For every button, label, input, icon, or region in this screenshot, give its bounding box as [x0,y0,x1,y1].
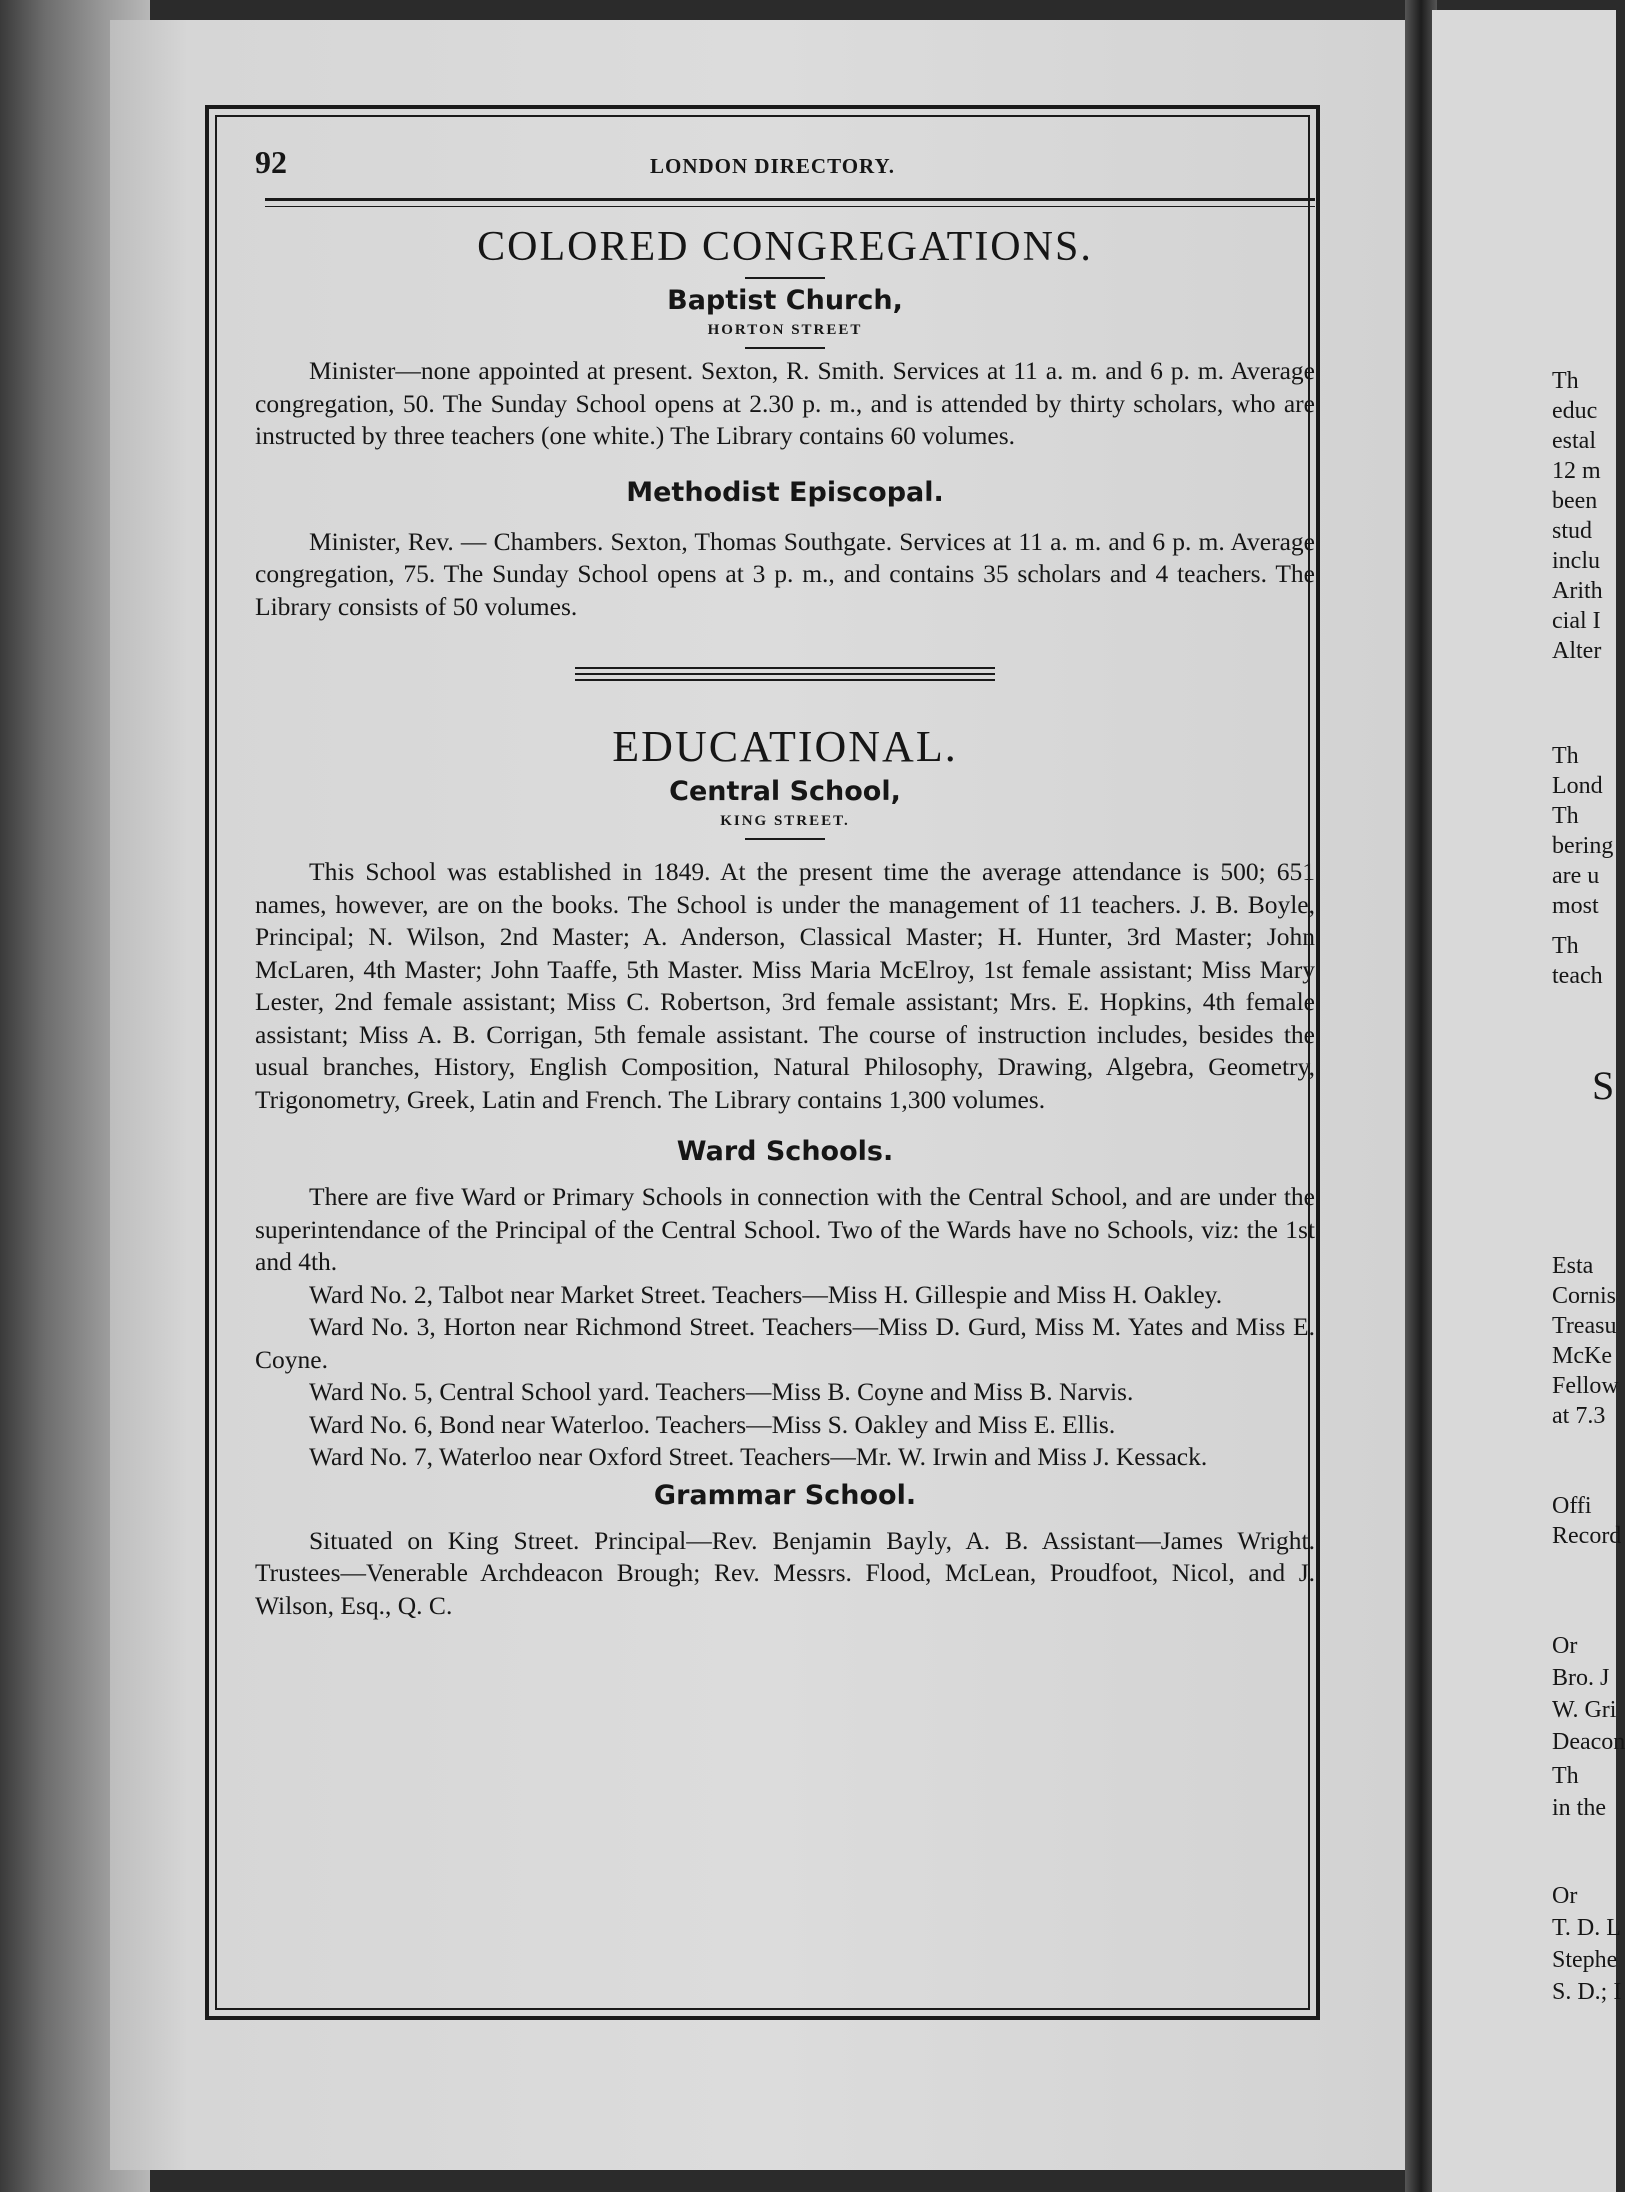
heading-methodist-episcopal: Methodist Episcopal. [626,476,944,508]
running-title: LONDON DIRECTORY. [650,154,895,178]
right-page-fragment: estal [1552,428,1596,454]
right-page-fragment: Bro. J [1552,1665,1610,1691]
right-page-fragment: stud [1552,518,1593,544]
right-page-fragment: most [1552,893,1599,919]
ward-entry: Ward No. 6, Bond near Waterloo. Teachers—Miss S. Oakley and Miss E. Ellis. [309,1409,1116,1439]
street-horton: HORTON STREET [707,322,863,338]
heading-baptist-church: Baptist Church, [667,285,903,316]
divider [745,277,825,279]
page-number: 92 [255,144,287,180]
right-page-fragment: Record [1552,1523,1622,1549]
ward-entry: Ward No. 5, Central School yard. Teachers—Miss B. Coyne and Miss B. Narvis. [309,1377,1134,1406]
heading-grammar-school: Grammar School. [653,1479,917,1511]
right-page [1432,10,1625,2192]
right-page-fragment: Lond [1552,773,1603,799]
section-title-educational: EDUCATIONAL. [612,722,958,771]
right-page-fragment: Th [1552,803,1579,829]
right-page-fragment: 12 m [1552,458,1601,484]
section-divider [575,667,995,681]
right-page-fragment: are u [1552,863,1600,889]
right-page-fragment: cial I [1552,608,1601,634]
section-title-colored: COLORED CONGREGATIONS. [477,224,1093,270]
right-page-fragment: S. D.; I [1552,1979,1622,2005]
right-page-fragment: Deacon [1552,1729,1625,1755]
right-page-fragment: Treasu [1552,1313,1617,1339]
right-page-fragment: T. D. L [1552,1915,1621,1941]
right-page-fragment: been [1552,488,1598,514]
right-page-fragment: educ [1552,398,1598,424]
right-page-fragment: S [1592,1063,1615,1108]
heading-ward-schools: Ward Schools. [676,1136,894,1167]
right-page-fragment: Th [1552,933,1579,959]
heading-central-school: Central School, [669,776,901,807]
ward-entry: Ward No. 3, Horton near Richmond Street. Teachers—Miss D. Gurd, Miss M. Yates and Miss E. Coyne. [255,1312,1315,1374]
right-page-fragment: Or [1552,1883,1578,1909]
street-king: KING STREET. [720,813,850,829]
page-content [255,140,1315,1622]
right-page-fragment: McKe [1552,1343,1612,1369]
paragraph-baptist: Minister—none appointed at present. Sexton, R. Smith. Services at 11 a. m. and 6 p. m. Average congregation, 50. The Sunday School opens at 2.30 p. m., and is attended by thirty scholars, who are instructed by three teachers (one white.) The Library contains 60 volumes. [255,356,1315,450]
right-page-fragment: W. Gri [1552,1697,1617,1723]
right-page-fragment: teach [1552,963,1603,989]
running-header [255,140,1315,186]
right-page-fragment: Th [1552,368,1579,394]
paragraph-central-school: This School was established in 1849. At the present time the average attendance is 500; 651 names, however, are on the books. The School is under the management of 11 teachers. J. B. Boyle, Principal; N. Wilson, 2nd Master; A. Anderson, Classical Master; H. Hunter, 3rd Master; John McLaren, 4th Master; John Taaffe, 5th Master. Miss Maria McElroy, 1st female assistant; Miss Mary Lester, 2nd female assistant; Miss C. Robertson, 3rd female assistant; Mrs. E. Hopkins, 4th female assistant; Miss A. B. Corrigan, 5th female assistant. The course of instruction includes, besides the usual branches, History, English Composition, Natural Philosophy, Drawing, Algebra, Geometry, Trigonometry, Greek, Latin and French. The Library contains 1,300 volumes. [255,857,1315,1114]
right-page-fragment: at 7.3 [1552,1403,1606,1429]
right-page-fragment: Cornis [1552,1283,1617,1309]
divider [745,838,825,840]
right-page-fragment: inclu [1552,548,1600,574]
header-rule [265,198,1315,207]
ward-entry: Ward No. 2, Talbot near Market Street. Teachers—Miss H. Gillespie and Miss H. Oakley. [309,1279,1223,1309]
right-page-fragment: Esta [1552,1253,1594,1279]
right-page-fragment: Stephe [1552,1947,1618,1973]
paragraph-methodist: Minister, Rev. — Chambers. Sexton, Thomas Southgate. Services at 11 a. m. and 6 p. m. Average congregation, 75. The Sunday School opens at 3 p. m., and contains 35 scholars and 4 teachers. The Library consists of 50 volumes. [255,526,1315,621]
right-page-fragment: Th [1552,743,1579,769]
divider [745,347,825,349]
ward-entry: Ward No. 7, Waterloo near Oxford Street. Teachers—Mr. W. Irwin and Miss J. Kessack. [309,1442,1208,1471]
right-page-fragment: Alter [1552,638,1602,664]
right-page-fragment: Arith [1552,578,1603,604]
paragraph-ward-intro: There are five Ward or Primary Schools in connection with the Central School, and are under the superintendance of the Principal of the Central School. Two of the Wards have no Schools, viz: the 1st and 4th. [255,1182,1315,1276]
right-page-fragment: Offi [1552,1493,1592,1519]
right-page-fragment: bering [1552,833,1614,859]
right-page-fragment: Fellow [1552,1373,1619,1399]
paragraph-grammar-school: Situated on King Street. Principal—Rev. Benjamin Bayly, A. B. Assistant—James Wright. Trustees—Venerable Archdeacon Brough; Rev. Messrs. Flood, McLean, Proudfoot, Nicol, and J. Wilson, Esq., Q. C. [255,1525,1315,1620]
right-page-fragment: in the [1552,1795,1606,1821]
right-page-fragment: Or [1552,1633,1578,1659]
right-page-fragment: Th [1552,1763,1579,1789]
